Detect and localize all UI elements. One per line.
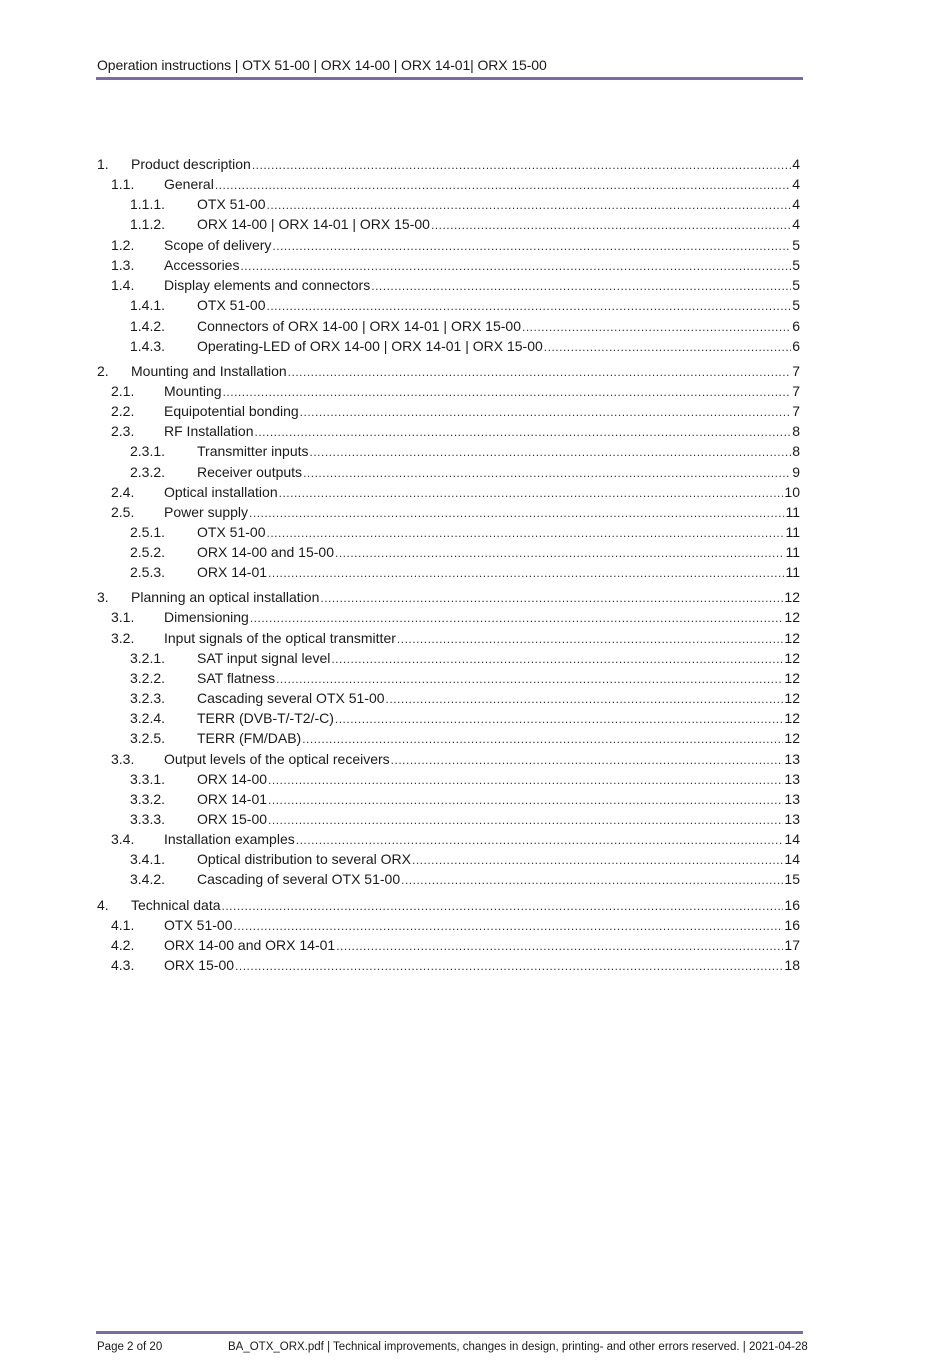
- toc-entry-number: 3.3.2.: [130, 791, 166, 807]
- footer-note: BA_OTX_ORX.pdf | Technical improvements, changes in design, printing- and other errors reserved. | 2021-04-28: [228, 1341, 808, 1353]
- toc-entry-page: 18: [784, 957, 800, 973]
- toc-dot-leader: [250, 609, 784, 627]
- toc-entry-number: 2.1.: [111, 383, 135, 399]
- toc-entry[interactable]: [97, 729, 800, 747]
- toc-entry-number: 2.5.: [111, 504, 135, 520]
- toc-entry-title: ORX 15-00: [197, 811, 268, 827]
- toc-dot-leader: [431, 216, 791, 234]
- toc-dot-leader: [544, 338, 791, 356]
- toc-dot-leader: [320, 589, 783, 607]
- toc-entry-page: 9: [792, 464, 800, 480]
- toc-dot-leader: [522, 318, 791, 336]
- toc-dot-leader: [215, 176, 791, 194]
- toc-entry[interactable]: [97, 830, 800, 848]
- toc-entry-page: 17: [784, 937, 800, 953]
- toc-entry[interactable]: [97, 276, 800, 294]
- toc-entry-page: 13: [784, 791, 800, 807]
- toc-dot-leader: [397, 630, 784, 648]
- toc-dot-leader: [249, 504, 784, 522]
- toc-entry-title: Mounting: [164, 383, 222, 399]
- toc-entry[interactable]: [97, 175, 800, 193]
- toc-dot-leader: [288, 363, 792, 381]
- toc-entry-number: 2.5.1.: [130, 524, 166, 540]
- toc-entry[interactable]: [97, 236, 800, 254]
- toc-entry-page: 16: [784, 917, 800, 933]
- toc-entry-number: 4.: [97, 897, 109, 913]
- toc-entry-page: 10: [784, 484, 800, 500]
- toc-entry[interactable]: [97, 337, 800, 355]
- toc-entry-page: 8: [792, 443, 800, 459]
- toc-entry-number: 1.4.: [111, 277, 135, 293]
- toc-entry-number: 2.3.1.: [130, 443, 166, 459]
- toc-entry[interactable]: [97, 790, 800, 808]
- toc-entry-number: 1.4.2.: [130, 318, 166, 334]
- toc-entry-title: Product description: [131, 156, 251, 172]
- toc-entry-page: 13: [784, 751, 800, 767]
- toc-entry-number: 3.2.3.: [130, 690, 166, 706]
- toc-dot-leader: [276, 670, 783, 688]
- toc-entry-number: 4.1.: [111, 917, 135, 933]
- toc-dot-leader: [310, 443, 792, 461]
- toc-entry-page: 8: [792, 423, 800, 439]
- toc-entry-number: 1.1.1.: [130, 196, 166, 212]
- toc-dot-leader: [272, 237, 791, 255]
- toc-dot-leader: [302, 730, 783, 748]
- toc-entry-page: 6: [792, 318, 800, 334]
- toc-entry-number: 4.2.: [111, 937, 135, 953]
- toc-entry[interactable]: [97, 256, 800, 274]
- toc-dot-leader: [240, 257, 791, 275]
- toc-dot-leader: [268, 771, 783, 789]
- toc-entry-number: 1.2.: [111, 237, 135, 253]
- toc-entry-title: Cascading of several OTX 51-00: [197, 871, 401, 887]
- toc-entry-title: Output levels of the optical receivers: [164, 751, 390, 767]
- toc-entry-title: Equipotential bonding: [164, 403, 299, 419]
- toc-dot-leader: [279, 484, 784, 502]
- toc-entry[interactable]: [97, 402, 800, 420]
- toc-dot-leader: [233, 917, 783, 935]
- toc-entry[interactable]: [97, 588, 800, 606]
- toc-dot-leader: [335, 710, 784, 728]
- toc-entry-number: 3.4.2.: [130, 871, 166, 887]
- toc-entry-title: RF Installation: [164, 423, 254, 439]
- toc-entry-title: Scope of delivery: [164, 237, 272, 253]
- toc-entry[interactable]: [97, 317, 800, 335]
- toc-entry-page: 4: [792, 196, 800, 212]
- footer-rule: [96, 1331, 803, 1334]
- toc-entry-title: TERR (FM/DAB): [197, 730, 302, 746]
- toc-entry[interactable]: [97, 629, 800, 647]
- toc-entry[interactable]: [97, 810, 800, 828]
- toc-entry[interactable]: [97, 422, 800, 440]
- toc-entry-title: ORX 14-00: [197, 771, 268, 787]
- toc-entry[interactable]: [97, 382, 800, 400]
- toc-entry-title: Input signals of the optical transmitter: [164, 630, 396, 646]
- toc-entry-title: Mounting and Installation: [131, 363, 287, 379]
- toc-entry-number: 2.: [97, 363, 109, 379]
- toc-entry-number: 3.3.1.: [130, 771, 166, 787]
- toc-entry-title: Operating-LED of ORX 14-00 | ORX 14-01 | ORX 15-00: [197, 338, 543, 354]
- toc-entry-page: 4: [792, 176, 800, 192]
- toc-entry-page: 12: [784, 730, 800, 746]
- toc-entry-page: 14: [784, 831, 800, 847]
- toc-dot-leader: [412, 851, 783, 869]
- toc-entry-number: 1.1.2.: [130, 216, 166, 232]
- toc-entry-page: 12: [784, 670, 800, 686]
- toc-entry-title: Power supply: [164, 504, 249, 520]
- toc-entry-page: 12: [784, 710, 800, 726]
- toc-entry[interactable]: [97, 916, 800, 934]
- toc-entry[interactable]: [97, 770, 800, 788]
- toc-entry-title: OTX 51-00: [197, 297, 266, 313]
- toc-entry-title: ORX 14-01: [197, 564, 268, 580]
- toc-dot-leader: [252, 156, 791, 174]
- toc-entry[interactable]: [97, 543, 800, 561]
- toc-entry[interactable]: [97, 850, 800, 868]
- toc-entry[interactable]: [97, 956, 800, 974]
- header-rule: [96, 77, 803, 80]
- toc-entry-page: 15: [784, 871, 800, 887]
- toc-entry-page: 7: [792, 403, 800, 419]
- toc-entry[interactable]: [97, 689, 800, 707]
- toc-entry-page: 12: [784, 609, 800, 625]
- toc-entry-page: 7: [792, 383, 800, 399]
- toc-entry-title: Technical data: [131, 897, 221, 913]
- toc-entry-page: 5: [792, 257, 800, 273]
- toc-entry-page: 4: [792, 156, 800, 172]
- toc-entry-page: 13: [784, 771, 800, 787]
- toc-entry[interactable]: [97, 362, 800, 380]
- toc-entry-number: 2.4.: [111, 484, 135, 500]
- toc-entry[interactable]: [97, 870, 800, 888]
- toc-dot-leader: [336, 937, 783, 955]
- toc-entry-number: 2.5.2.: [130, 544, 166, 560]
- toc-entry-number: 1.4.1.: [130, 297, 166, 313]
- toc-entry-number: 3.4.: [111, 831, 135, 847]
- toc-entry-page: 4: [792, 216, 800, 232]
- toc-entry-number: 3.2.: [111, 630, 135, 646]
- toc-dot-leader: [268, 564, 784, 582]
- toc-entry-title: SAT input signal level: [197, 650, 331, 666]
- toc-entry[interactable]: [97, 195, 800, 213]
- toc-entry-page: 6: [792, 338, 800, 354]
- toc-entry-page: 5: [792, 237, 800, 253]
- toc-entry-number: 3.: [97, 589, 109, 605]
- toc-entry[interactable]: [97, 896, 800, 914]
- toc-entry-title: Cascading several OTX 51-00: [197, 690, 385, 706]
- toc-entry-page: 12: [784, 690, 800, 706]
- toc-dot-leader: [331, 650, 783, 668]
- toc-entry[interactable]: [97, 750, 800, 768]
- toc-entry-title: SAT flatness: [197, 670, 276, 686]
- toc-entry-page: 14: [784, 851, 800, 867]
- toc-dot-leader: [235, 957, 783, 975]
- toc-entry-page: 12: [784, 630, 800, 646]
- toc-entry-title: ORX 15-00: [164, 957, 235, 973]
- toc-entry-page: 12: [784, 650, 800, 666]
- toc-entry-page: 5: [792, 277, 800, 293]
- toc-entry-number: 3.2.4.: [130, 710, 166, 726]
- toc-entry-page: 11: [785, 564, 800, 580]
- footer-page-number: Page 2 of 20: [97, 1341, 163, 1353]
- toc-dot-leader: [268, 791, 783, 809]
- toc-entry-number: 1.4.3.: [130, 338, 166, 354]
- toc-dot-leader: [300, 403, 792, 421]
- toc-entry-page: 5: [792, 297, 800, 313]
- toc-entry-number: 1.1.: [111, 176, 135, 192]
- toc-dot-leader: [254, 423, 791, 441]
- toc-entry-number: 3.4.1.: [130, 851, 166, 867]
- toc-entry-number: 3.2.2.: [130, 670, 166, 686]
- toc-entry[interactable]: [97, 608, 800, 626]
- toc-entry-title: OTX 51-00: [164, 917, 233, 933]
- toc-entry-number: 3.2.1.: [130, 650, 166, 666]
- toc-dot-leader: [371, 277, 791, 295]
- toc-entry-page: 11: [785, 524, 800, 540]
- toc-entry-title: Optical installation: [164, 484, 278, 500]
- toc-entry-title: TERR (DVB-T/-T2/-C): [197, 710, 334, 726]
- toc-entry-title: Receiver outputs: [197, 464, 303, 480]
- toc-entry[interactable]: [97, 463, 800, 481]
- toc-entry-number: 1.: [97, 156, 109, 172]
- toc-entry[interactable]: [97, 155, 800, 173]
- page-header-title: Operation instructions | OTX 51-00 | ORX 14-00 | ORX 14-01| ORX 15-00: [97, 57, 547, 73]
- toc-entry-page: 16: [784, 897, 800, 913]
- toc-entry-number: 3.1.: [111, 609, 135, 625]
- toc-dot-leader: [335, 544, 784, 562]
- toc-entry-title: ORX 14-00 and ORX 14-01: [164, 937, 336, 953]
- toc-dot-leader: [268, 811, 783, 829]
- toc-entry[interactable]: [97, 296, 800, 314]
- toc-entry-title: Accessories: [164, 257, 240, 273]
- toc-dot-leader: [266, 196, 791, 214]
- toc-entry-number: 1.3.: [111, 257, 135, 273]
- toc-entry-number: 3.3.: [111, 751, 135, 767]
- toc-entry-title: Display elements and connectors: [164, 277, 371, 293]
- toc-entry-number: 2.3.: [111, 423, 135, 439]
- toc-entry-number: 2.2.: [111, 403, 135, 419]
- toc-entry-page: 7: [792, 363, 800, 379]
- toc-dot-leader: [303, 464, 791, 482]
- toc-entry-page: 12: [784, 589, 800, 605]
- toc-entry-number: 4.3.: [111, 957, 135, 973]
- toc-dot-leader: [391, 751, 784, 769]
- toc-entry[interactable]: [97, 709, 800, 727]
- toc-entry-number: 2.3.2.: [130, 464, 166, 480]
- toc-entry-title: Connectors of ORX 14-00 | ORX 14-01 | ORX 15-00: [197, 318, 521, 334]
- toc-dot-leader: [296, 831, 784, 849]
- toc-entry-page: 11: [785, 504, 800, 520]
- toc-entry[interactable]: [97, 215, 800, 233]
- toc-entry-title: Installation examples: [164, 831, 295, 847]
- toc-entry-title: OTX 51-00: [197, 196, 266, 212]
- toc-entry[interactable]: [97, 442, 800, 460]
- toc-entry[interactable]: [97, 936, 800, 954]
- toc-entry-title: OTX 51-00: [197, 524, 266, 540]
- toc-entry-title: ORX 14-00 and 15-00: [197, 544, 334, 560]
- toc-entry-title: Planning an optical installation: [131, 589, 320, 605]
- toc-entry[interactable]: [97, 523, 800, 541]
- toc-entry[interactable]: [97, 669, 800, 687]
- toc-entry-title: Optical distribution to several ORX: [197, 851, 411, 867]
- toc-dot-leader: [401, 871, 783, 889]
- toc-entry[interactable]: [97, 503, 800, 521]
- toc-entry-title: ORX 14-00 | ORX 14-01 | ORX 15-00: [197, 216, 430, 232]
- toc-entry-title: General: [164, 176, 214, 192]
- toc-entry-title: ORX 14-01: [197, 791, 268, 807]
- toc-dot-leader: [266, 297, 791, 315]
- toc-dot-leader: [222, 897, 784, 915]
- toc-entry-number: 2.5.3.: [130, 564, 166, 580]
- toc-entry-title: Dimensioning: [164, 609, 249, 625]
- toc-entry-number: 3.3.3.: [130, 811, 166, 827]
- toc-entry[interactable]: [97, 563, 800, 581]
- toc-dot-leader: [266, 524, 784, 542]
- toc-entry-number: 3.2.5.: [130, 730, 166, 746]
- toc-dot-leader: [386, 690, 784, 708]
- toc-entry-title: Transmitter inputs: [197, 443, 309, 459]
- toc-entry-page: 11: [785, 544, 800, 560]
- toc-entry-page: 13: [784, 811, 800, 827]
- toc-entry[interactable]: [97, 483, 800, 501]
- toc-entry[interactable]: [97, 649, 800, 667]
- toc-dot-leader: [223, 383, 792, 401]
